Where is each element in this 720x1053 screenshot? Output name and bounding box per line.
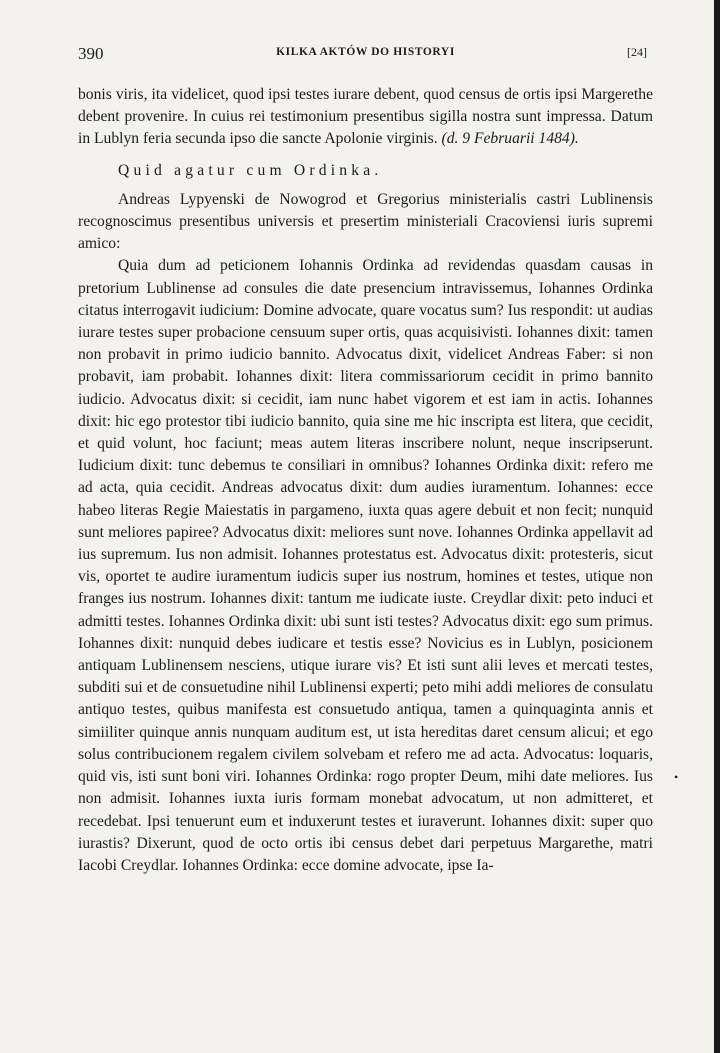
body-text (78, 84, 653, 877)
paragraph-testimony: Quia dum ad peticionem Iohannis Ordinka ad revidendas quasdam causas in pretorium Lublinense ad consules die date presencium intravissemus, Iohannes Ordinka citatus interrogavit iudicium: Domine advocate, quare vocatus sum? Ius respondit: ut audias iurare testes super probacione censuum super ortis, quas acquisivisti. Iohannes dixit: tamen non probavit in primo iudicio bannito. Advocatus dixit, videlicet Andreas Faber: si non probavit, iam probabit. Iohannes dixit: litera commissariorum cecidit in primo bannito iudicio. Advocatus dixit: si cecidit, iam nunc habet vigorem et est iam in actis. Iohannes dixit: hic ego protestor tibi iudicio bannito, quia sine me hic inscripta est litera, que cecidit, et quid volunt, hoc faciunt; meas autem literas inscribere nolunt, neque inscripserunt. Iudicium dixit: tunc debemus te consiliari in omnibus? Iohannes Ordinka dixit: refero me ad acta, quia cecidit. Andreas advocatus dixit: dum audies iuramentum. Iohannes: ecce habeo literas Regie Maiestatis in pargameno, iuxta quas agere debuit et non fecit; nunquid sunt meliores papiree? Advocatus dixit: meliores sunt nove. Iohannes Ordinka appellavit ad ius supremum. Ius non admisit. Iohannes protestatus est. Advocatus dixit: protesteris, sicut vis, oportet te audire iuramentum iudicis super ius nostrum, homines et testes, utique non franges ius nostrum. Iohannes dixit: tantum me iudicate iuste. Creydlar dixit: peto induci et admitti testes. Iohannes Ordinka dixit: ubi sunt isti testes? Advocatus dixit: ego sum primus. Iohannes dixit: nunquid debes iudicare et testis esse? Novicius es in Lublyn, posicionem antiquam Lublinensem nesciens, utique iurare vis? Et isti sunt alii leves et mercati testes, subditi sui et de consuetudine nihil Lublinensi experti; peto mihi addi meliores de consulatu antiquo testes, quibus manifesta est consuetudo antiqua, tamen a quinquaginta annis et simiiliter quinque annis nunquam auditum est, ut ista hereditas daret censum alicui; et ego solus contribucionem regalem civilem solvebam et refero me ad acta. Advocatus: loquaris, quid vis, isti sunt boni viri. Iohannes Ordinka: rogo propter Deum, mihi date meliores. Ius non admisit. Iohannes iuxta iuris formam monebat advocatum, ut non admitteret, et recedebat. Ipsi tenuerunt eum et induxerunt testes et iuraverunt. Iohannes dixit: super quo iurastis? Dixerunt, quod de octo ortis ibi census debet dari perpetuus Margarethe, matri Iacobi Creydlar. Iohannes Ordinka: ecce domine advocate, ipse Ia- (78, 257, 653, 874)
margin-mark: • (674, 770, 679, 784)
running-head (78, 40, 653, 66)
page-number: 390 (78, 44, 104, 63)
scan-edge (714, 0, 720, 1053)
date-note: (d. 9 Februarii 1484). (441, 130, 579, 148)
running-title: KILKA AKTÓW DO HISTORYI (276, 46, 455, 58)
section-heading: Quid agatur cum Ordinka. (118, 161, 383, 179)
paragraph-text: bonis viris, ita videlicet, quod ipsi testes iurare debent, quod census de ortis ipsi Margerethe debent provenire. In cuius rei testimonium presentibus sigilla nostra sunt impressa. Datum in Lublyn feria secunda ipso die sancte Apolonie virginis. (78, 86, 653, 148)
signature-mark: [24] (627, 45, 647, 59)
page (78, 40, 653, 877)
paragraph-closing-charter (78, 84, 653, 151)
paragraph-recognition: Andreas Lypyenski de Nowogrod et Gregorius ministerialis castri Lublinensis recognoscimus presentibus universis et presertim ministeriali Cracoviensi iuris supremi amico: (78, 190, 653, 253)
